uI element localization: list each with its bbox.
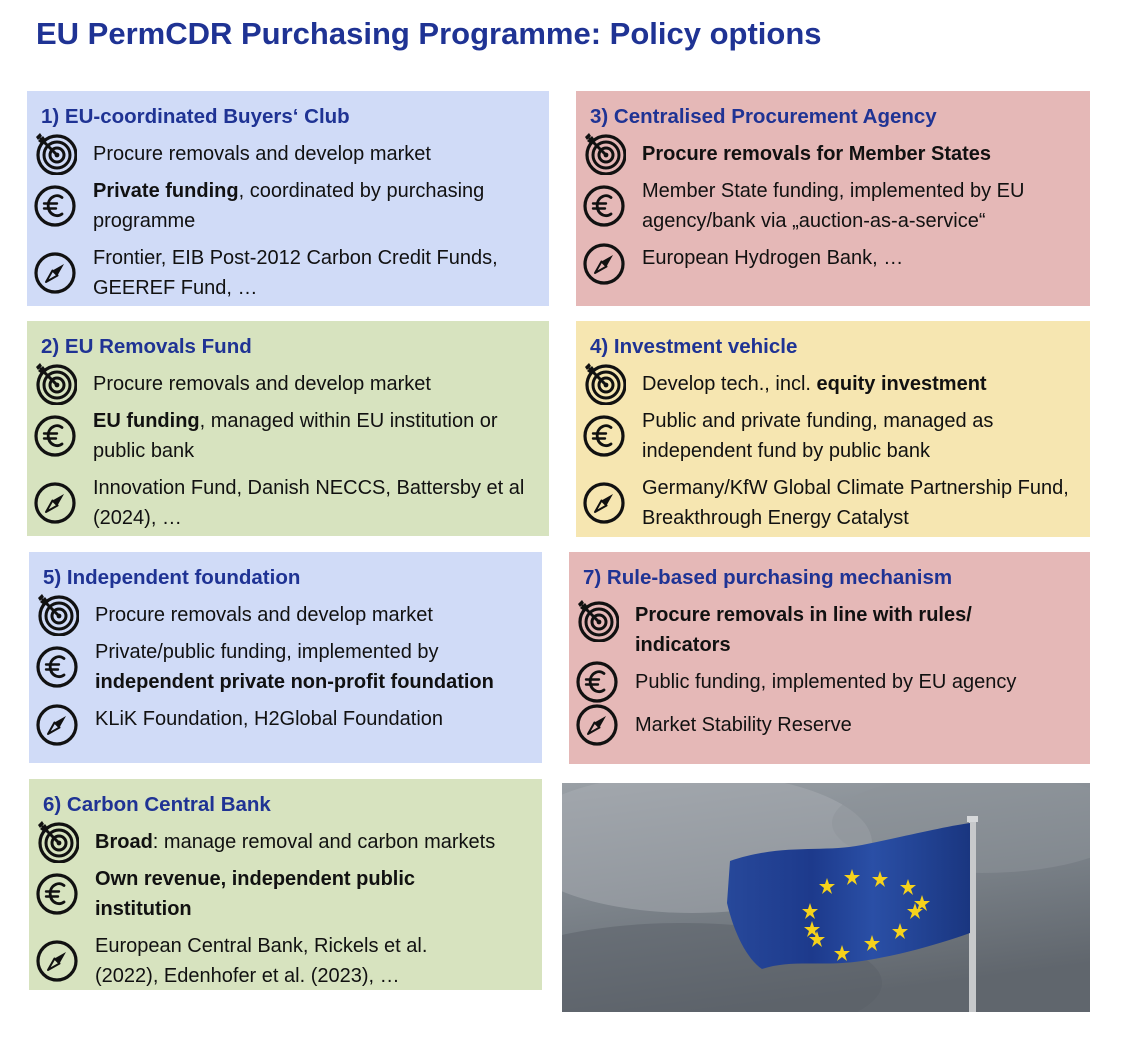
card-procurement-agency xyxy=(576,91,1090,306)
card-title: 6) Carbon Central Bank xyxy=(43,793,271,816)
euro-icon xyxy=(582,414,626,458)
card-title: 2) EU Removals Fund xyxy=(41,335,252,358)
target-icon xyxy=(35,819,79,863)
card-rule-based-mechanism xyxy=(569,552,1090,764)
goal-row: Broad: manage removal and carbon markets xyxy=(35,827,542,857)
card-title: 7) Rule-based purchasing mechanism xyxy=(583,566,953,589)
goal-row: Procure removals for Member States xyxy=(582,139,1090,169)
card-title: 1) EU-coordinated Buyers‘ Club xyxy=(41,105,350,128)
examples-row: KLiK Foundation, H2Global Foundation xyxy=(35,704,542,734)
examples-row: Market Stability Reserve xyxy=(575,710,1090,740)
target-icon xyxy=(575,598,619,642)
eu-flag-photo xyxy=(562,783,1090,1012)
card-investment-vehicle xyxy=(576,321,1090,537)
target-icon xyxy=(582,361,626,405)
compass-icon xyxy=(582,242,626,286)
examples-row: Germany/KfW Global Climate Partnership Fund, Breakthrough Energy Catalyst xyxy=(582,473,1090,533)
euro-icon xyxy=(33,414,77,458)
compass-icon xyxy=(35,939,79,983)
target-icon xyxy=(582,131,626,175)
compass-icon xyxy=(33,251,77,295)
card-title: 3) Centralised Procurement Agency xyxy=(590,105,937,128)
euro-icon xyxy=(35,872,79,916)
funding-row: Member State funding, implemented by EU agency/bank via „auction-as-a-service“ xyxy=(582,176,1090,236)
funding-row: Public funding, implemented by EU agency xyxy=(575,667,1090,697)
target-icon xyxy=(33,361,77,405)
card-independent-foundation xyxy=(29,552,542,763)
goal-row: Procure removals and develop market xyxy=(33,369,549,399)
target-icon xyxy=(33,131,77,175)
goal-row: Procure removals and develop market xyxy=(33,139,549,169)
examples-row: European Central Bank, Rickels et al. (2022), Edenhofer et al. (2023), … xyxy=(35,931,542,991)
funding-row: Own revenue, independent public institution xyxy=(35,864,542,924)
goal-row: Procure removals in line with rules/ indicators xyxy=(575,600,1090,660)
goal-row: Develop tech., incl. equity investment xyxy=(582,369,1090,399)
euro-icon xyxy=(33,184,77,228)
examples-row: Frontier, EIB Post-2012 Carbon Credit Funds, GEEREF Fund, … xyxy=(33,243,549,303)
funding-row: Private funding, coordinated by purchasing programme xyxy=(33,176,549,236)
goal-row: Procure removals and develop market xyxy=(35,600,542,630)
funding-row: Private/public funding, implemented by independent private non-profit foundation xyxy=(35,637,542,697)
card-buyers-club xyxy=(27,91,549,306)
card-removals-fund xyxy=(27,321,549,536)
euro-icon xyxy=(582,184,626,228)
card-carbon-central-bank xyxy=(29,779,542,990)
target-icon xyxy=(35,592,79,636)
funding-row: Public and private funding, managed as independent fund by public bank xyxy=(582,406,1090,466)
page-title: EU PermCDR Purchasing Programme: Policy options xyxy=(36,16,822,51)
examples-row: Innovation Fund, Danish NECCS, Battersby et al (2024), … xyxy=(33,473,549,533)
euro-icon xyxy=(35,645,79,689)
funding-row: EU funding, managed within EU institution or public bank xyxy=(33,406,549,466)
euro-icon xyxy=(575,660,619,704)
compass-icon xyxy=(33,481,77,525)
card-title: 5) Independent foundation xyxy=(43,566,301,589)
compass-icon xyxy=(35,703,79,747)
compass-icon xyxy=(582,481,626,525)
compass-icon xyxy=(575,703,619,747)
examples-row: European Hydrogen Bank, … xyxy=(582,243,1090,273)
card-title: 4) Investment vehicle xyxy=(590,335,798,358)
